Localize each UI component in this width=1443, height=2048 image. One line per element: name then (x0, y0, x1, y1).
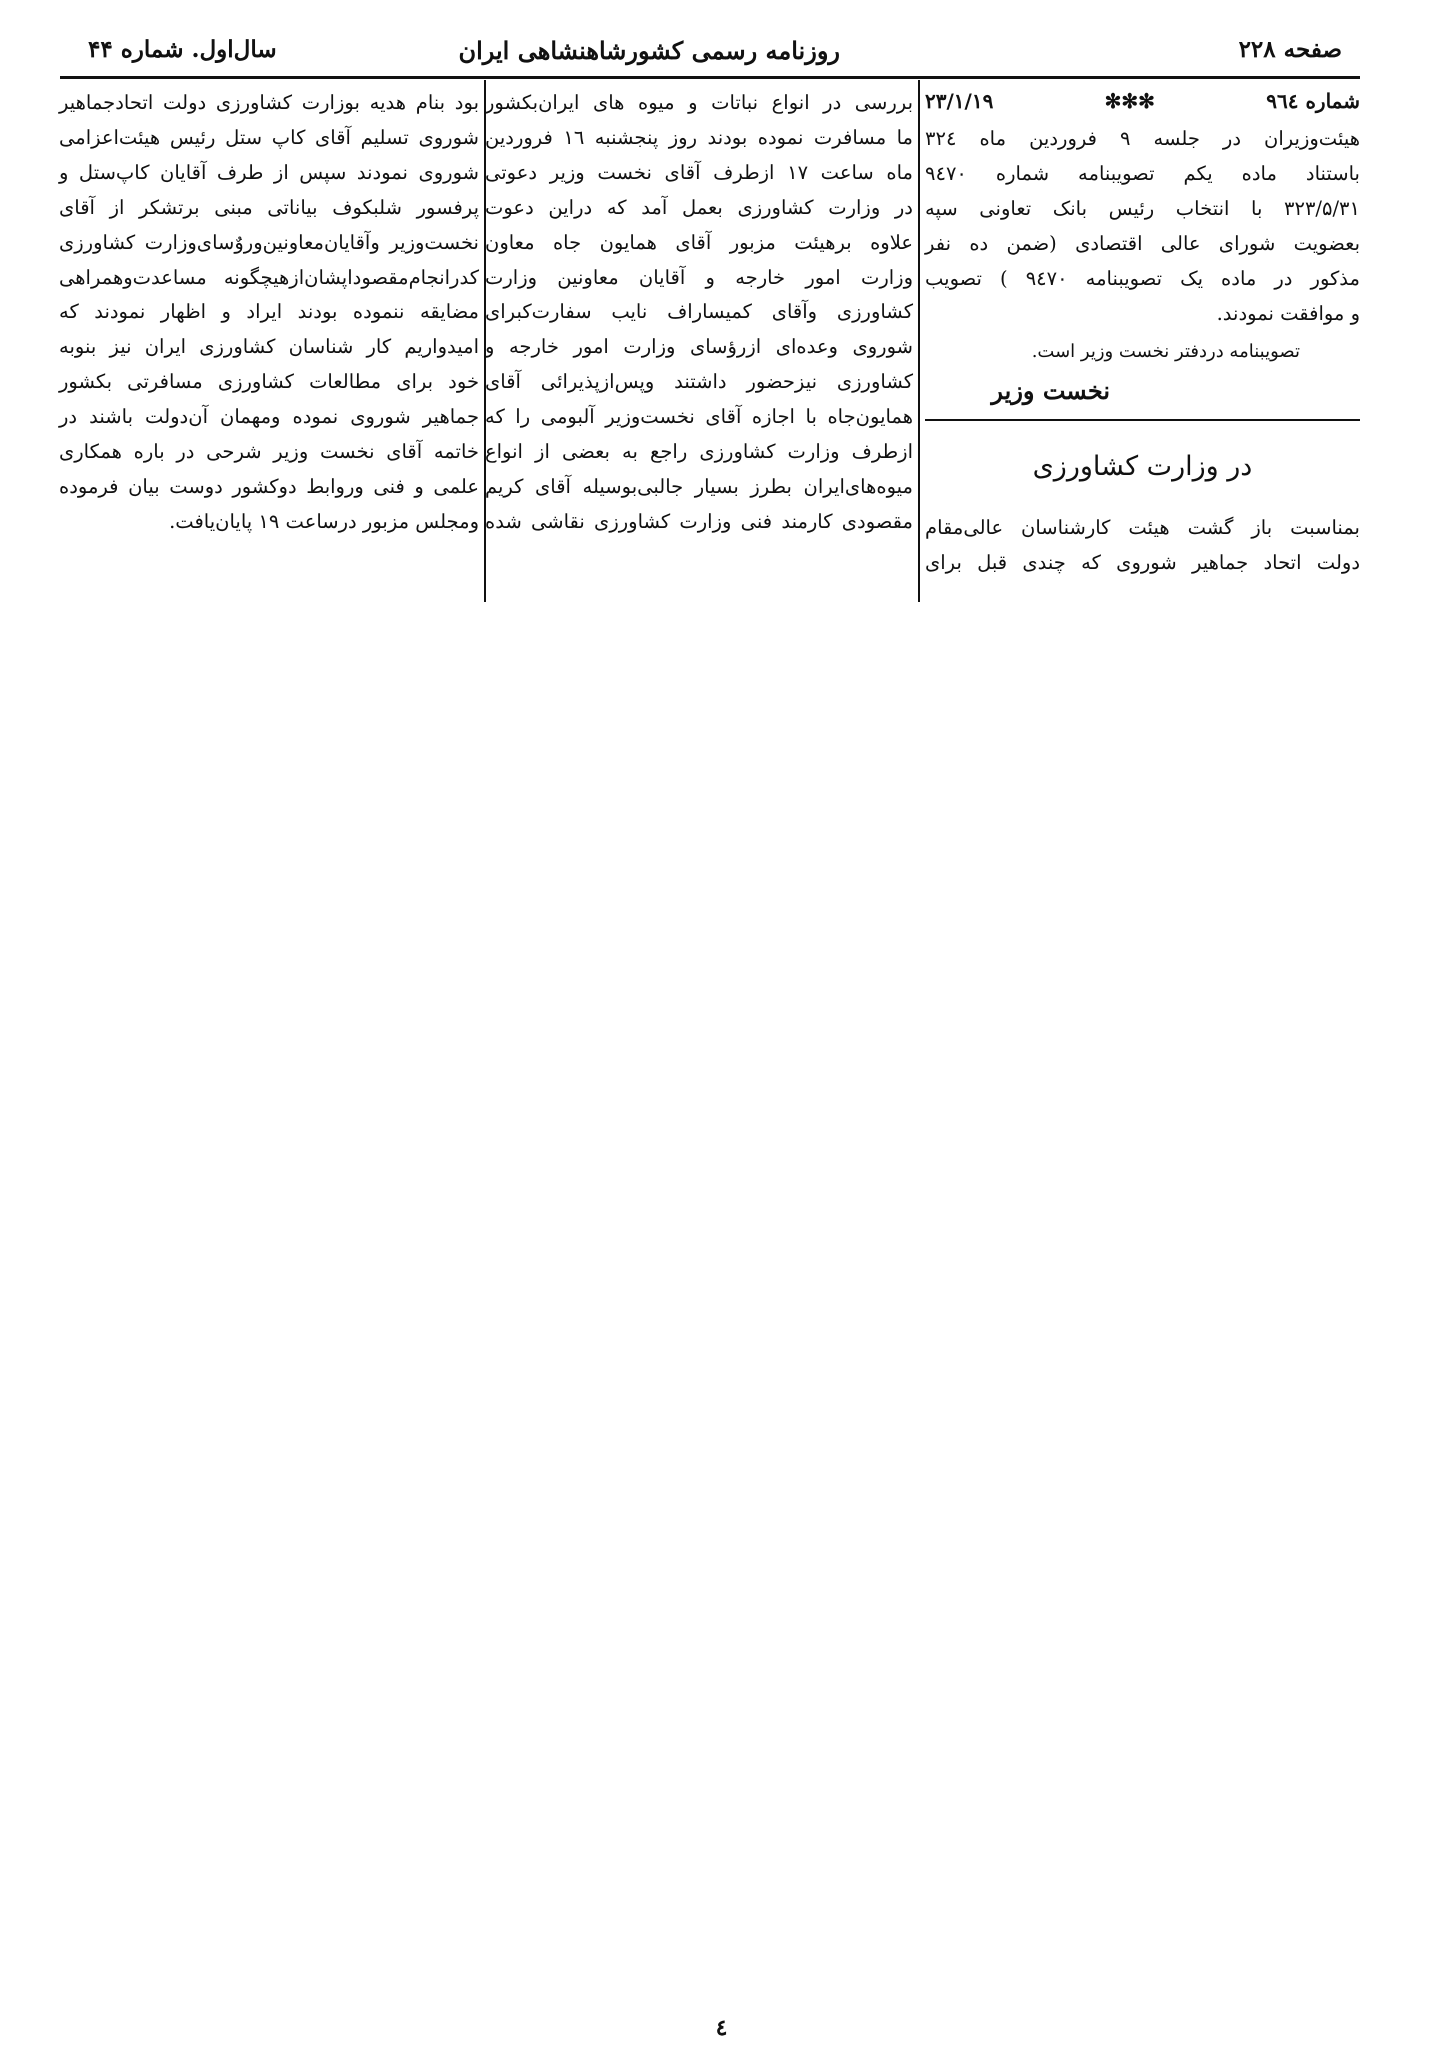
section-title: در وزارت کشاورزی (1032, 451, 1253, 483)
text-line: کدرانجام‌مقصوداپشان‌ازهیچگونه مساعدت‌وهمراهی (59, 265, 479, 289)
text-line: در وزارت کشاورزی بعمل آمد که دراین دعوت (485, 195, 913, 219)
text-line: وزارت امور خارجه و آقایان معاونین وزارت (485, 265, 913, 289)
text-line: همایون‌جاه با اجازه آقای نخست‌وزیر آلبومی را که (485, 405, 913, 429)
section-text (925, 511, 1360, 581)
left-column (59, 86, 479, 540)
text-line: خود برای مطالعات کشاورزی مسافرتی بکشور (59, 370, 479, 394)
text-line: ومجلس مزبور درساعت ۱۹ پایان‌یافت. (169, 509, 479, 533)
year-issue: سال‌اول. شماره ۴۴ (88, 36, 277, 63)
issue-line (925, 86, 1360, 116)
left-text (59, 86, 479, 540)
text-line: شوروی نمودند سپس از طرف آقایان کاپ‌ستل و (59, 160, 479, 184)
issue-number: شماره ۹٦٤ (1266, 89, 1360, 113)
decoration-stars: ✻✻✻ (1104, 89, 1155, 113)
text-line: ماه ساعت ۱۷ ازطرف آقای نخست وزیر دعوتی (485, 160, 913, 184)
page-label: صفحه ۲۲۸ (1238, 36, 1342, 63)
text-line: باستناد ماده یکم تصویبنامه شماره ۹٤۷۰ (925, 161, 1360, 185)
section-rule (925, 419, 1360, 421)
text-line: مضایقه ننموده بودند ایراد و اظهار نمودند که (59, 300, 479, 324)
issue-date: ۲۳/۱/۱۹ (925, 89, 994, 113)
text-line: میوه‌های‌ایران بطرز بسیار جالبی‌بوسیله آقای کریم (485, 474, 913, 498)
text-line: ۳۲۳/۵/۳۱ با انتخاب رئیس بانک تعاونی سپه (925, 196, 1360, 220)
text-line: و موافقت نمودند. (1216, 301, 1360, 325)
column-divider-right (918, 80, 920, 602)
text-line: امیدواریم کار شناسان کشاورزی ایران نیز بنوبه (59, 335, 479, 359)
text-line: بمناسبت باز گشت هیئت کارشناسان عالی‌مقام (925, 516, 1360, 540)
text-line: مذکور در ماده یک تصویبنامه ۹٤۷۰ ) تصویب (925, 266, 1360, 290)
text-line: علمی و فنی وروابط دوکشور دوست بیان فرموده (59, 474, 479, 498)
header-rule (60, 76, 1360, 79)
text-line: شوروی تسلیم آقای کاپ ستل رئیس هیئت‌اعزامی (59, 125, 479, 149)
decree-note: تصویبنامه دردفتر نخست وزیر است. (1031, 341, 1300, 363)
text-line: بعضویت شورای عالی اقتصادی (ضمن ده نفر (925, 231, 1360, 255)
text-line: خاتمه آقای نخست وزیر شرحی در باره همکاری (59, 440, 479, 464)
text-line: ازطرف وزارت کشاورزی راجع به بعضی از انواع (485, 440, 913, 464)
text-line: بود بنام هدیه بوزارت کشاورزی دولت اتحادجماهیر (59, 91, 479, 114)
text-line: جماهیر شوروی نموده ومهمان آن‌دولت باشند در (59, 405, 479, 429)
text-line: مقصودی کارمند فنی وزارت کشاورزی نقاشی شده (485, 509, 913, 533)
page-header (60, 34, 1360, 74)
decree-text (925, 122, 1360, 331)
text-line: هیئت‌وزیران در جلسه ۹ فروردین ماه ۳۲٤ (925, 127, 1360, 150)
text-line: پرفسور شلبکوف بیاناتی مبنی برتشکر از آقای (59, 195, 479, 219)
text-line: کشاورزی نیزحضور داشتند وپس‌ازپذیرائی آقای (485, 370, 913, 394)
signature: نخست وزیر (991, 376, 1110, 406)
text-line: دولت اتحاد جماهیر شوروی که چندی قبل برای (925, 551, 1360, 575)
text-line: شوروی وعده‌ای ازرؤسای وزارت امور خارجه و (485, 335, 913, 359)
text-line: ما مسافرت نموده بودند روز پنجشنبه ۱٦ فروردین (485, 125, 913, 149)
right-column (925, 86, 1360, 581)
gazette-title: روزنامه رسمی کشورشاهنشاهی ایران (458, 36, 840, 65)
middle-column (485, 86, 913, 540)
text-line: نخست‌وزیر وآقایان‌معاونین‌وروٌسای‌وزارت کشاورزی (59, 230, 479, 254)
page-number: ٤ (715, 2015, 728, 2041)
text-line: بررسی در انواع نباتات و میوه های ایران‌بکشور (485, 91, 913, 114)
text-line: کشاورزی وآقای کمیساراف نایب سفارت‌کبرای (485, 300, 913, 324)
text-line: علاوه برهیئت مزبور آقای همایون جاه معاون (485, 230, 913, 254)
middle-text (485, 86, 913, 540)
